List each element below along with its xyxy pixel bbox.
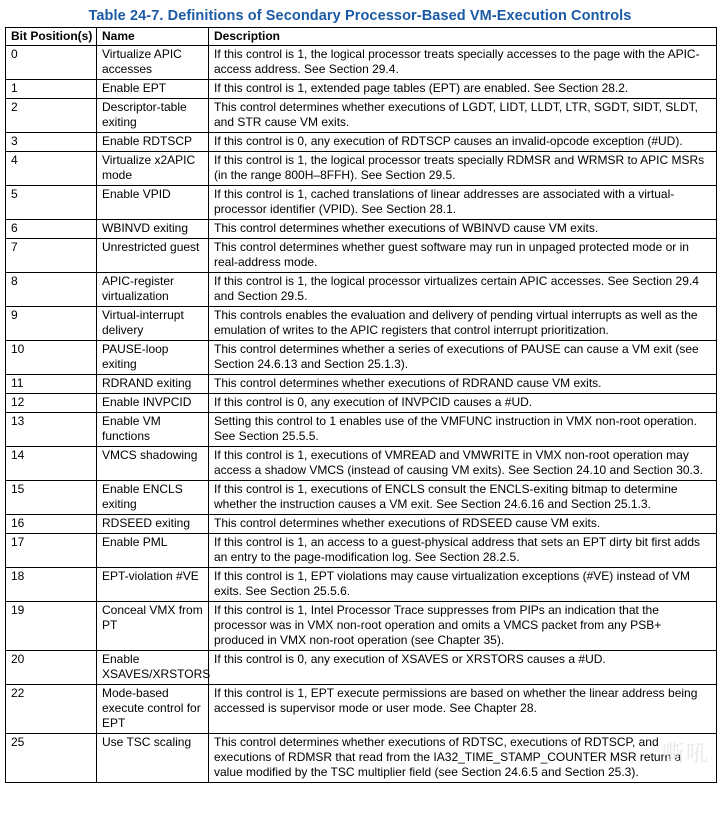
cell-bit-position: 4 [6,152,97,186]
header-description: Description [209,28,717,46]
cell-description: If this control is 1, an access to a guest-physical address that sets an EPT dirty bit first adds an entry to the page-modification log. See Section 28.2.5. [209,534,717,568]
cell-description: This control determines whether executions of RDTSC, executions of RDTSCP, and executions of RDMSR that read from the IA32_TIME_STAMP_COUNTER MSR return a value modified by the TSC multiplier field (see Section 24.6.5 and Section 25.3). [209,734,717,783]
cell-bit-position: 17 [6,534,97,568]
table-row [6,220,717,239]
table-row [6,239,717,273]
cell-name: Use TSC scaling [97,734,209,783]
table-row [6,734,717,783]
table-row [6,133,717,152]
cell-description: This control determines whether a series of executions of PAUSE can cause a VM exit (see Section 24.6.13 and Section 25.1.3). [209,341,717,375]
cell-name: VMCS shadowing [97,447,209,481]
cell-bit-position: 11 [6,375,97,394]
table-row [6,152,717,186]
cell-bit-position: 8 [6,273,97,307]
table-row [6,685,717,734]
cell-name: Enable XSAVES/XRSTORS [97,651,209,685]
table-header-row [6,28,717,46]
cell-name: APIC-register virtualization [97,273,209,307]
cell-description: If this control is 0, any execution of RDTSCP causes an invalid-opcode exception (#UD). [209,133,717,152]
watermark: 嘶吼 [661,741,710,766]
cell-description: This control determines whether executions of LGDT, LIDT, LLDT, LTR, SGDT, SIDT, SLDT, and STR cause VM exits. [209,99,717,133]
cell-bit-position: 1 [6,80,97,99]
table-row [6,568,717,602]
cell-description: Setting this control to 1 enables use of the VMFUNC instruction in VMX non-root operation. See Section 25.5.5. [209,413,717,447]
cell-name: Descriptor-table exiting [97,99,209,133]
cell-name: Virtualize x2APIC mode [97,152,209,186]
cell-description: If this control is 0, any execution of INVPCID causes a #UD. [209,394,717,413]
cell-name: Enable INVPCID [97,394,209,413]
cell-description: If this control is 1, the logical processor treats specially RDMSR and WRMSR to APIC MSRs (in the range 800H–8FFH). See Section 29.5. [209,152,717,186]
table-row [6,273,717,307]
cell-bit-position: 20 [6,651,97,685]
table-row [6,394,717,413]
cell-name: Mode-based execute control for EPT [97,685,209,734]
cell-bit-position: 7 [6,239,97,273]
table-row [6,481,717,515]
cell-bit-position: 13 [6,413,97,447]
table-row [6,186,717,220]
cell-description: If this control is 1, extended page tables (EPT) are enabled. See Section 28.2. [209,80,717,99]
cell-name: Enable VPID [97,186,209,220]
cell-bit-position: 16 [6,515,97,534]
cell-bit-position: 12 [6,394,97,413]
cell-name: Enable PML [97,534,209,568]
table-row [6,99,717,133]
cell-bit-position: 5 [6,186,97,220]
cell-description: This controls enables the evaluation and delivery of pending virtual interrupts as well as the emulation of writes to the APIC registers that control interrupt prioritization. [209,307,717,341]
cell-name: Conceal VMX from PT [97,602,209,651]
table-row [6,602,717,651]
cell-description: If this control is 0, any execution of XSAVES or XRSTORS causes a #UD. [209,651,717,685]
table-row [6,307,717,341]
cell-bit-position: 18 [6,568,97,602]
cell-bit-position: 10 [6,341,97,375]
cell-name: Unrestricted guest [97,239,209,273]
cell-name: Virtualize APIC accesses [97,46,209,80]
cell-name: Enable VM functions [97,413,209,447]
cell-name: Virtual-interrupt delivery [97,307,209,341]
cell-bit-position: 25 [6,734,97,783]
cell-description: This control determines whether executions of WBINVD cause VM exits. [209,220,717,239]
cell-description: If this control is 1, Intel Processor Trace suppresses from PIPs an indication that the processor was in VMX non-root operation and omits a VMCS packet from any PSB+ produced in VMX non-root operation (see Chapter 35). [209,602,717,651]
table-row [6,534,717,568]
header-bit-position: Bit Position(s) [6,28,97,46]
cell-description: This control determines whether guest software may run in unpaged protected mode or in real-address mode. [209,239,717,273]
cell-description: If this control is 1, the logical processor treats specially accesses to the page with the APIC-access address. See Section 29.4. [209,46,717,80]
table-row [6,341,717,375]
cell-bit-position: 2 [6,99,97,133]
cell-description: If this control is 1, executions of VMREAD and VMWRITE in VMX non-root operation may access a shadow VMCS (instead of causing VM exits). See Section 24.10 and Section 30.3. [209,447,717,481]
table-row [6,46,717,80]
table-row [6,375,717,394]
cell-name: Enable ENCLS exiting [97,481,209,515]
cell-description: This control determines whether executions of RDSEED cause VM exits. [209,515,717,534]
cell-description: If this control is 1, EPT violations may cause virtualization exceptions (#VE) instead of VM exits. See Section 25.5.6. [209,568,717,602]
cell-bit-position: 0 [6,46,97,80]
table-title: Table 24-7. Definitions of Secondary Processor-Based VM-Execution Controls [88,8,632,24]
cell-name: WBINVD exiting [97,220,209,239]
cell-bit-position: 14 [6,447,97,481]
table-row [6,413,717,447]
cell-name: Enable RDTSCP [97,133,209,152]
table-row [6,515,717,534]
cell-bit-position: 19 [6,602,97,651]
cell-description: If this control is 1, the logical processor virtualizes certain APIC accesses. See Section 29.4 and Section 29.5. [209,273,717,307]
cell-name: PAUSE-loop exiting [97,341,209,375]
table-body [6,46,717,783]
cell-bit-position: 6 [6,220,97,239]
cell-description: This control determines whether executions of RDRAND cause VM exits. [209,375,717,394]
cell-description: If this control is 1, cached translations of linear addresses are associated with a virtual-processor identifier (VPID). See Section 28.1. [209,186,717,220]
cell-bit-position: 3 [6,133,97,152]
cell-name: EPT-violation #VE [97,568,209,602]
table-row [6,80,717,99]
cell-bit-position: 22 [6,685,97,734]
cell-name: RDSEED exiting [97,515,209,534]
cell-description: If this control is 1, executions of ENCLS consult the ENCLS-exiting bitmap to determine whether the instruction causes a VM exit. See Section 24.6.16 and Section 25.1.3. [209,481,717,515]
cell-bit-position: 15 [6,481,97,515]
cell-name: RDRAND exiting [97,375,209,394]
header-name: Name [97,28,209,46]
cell-name: Enable EPT [97,80,209,99]
cell-bit-position: 9 [6,307,97,341]
table-row [6,447,717,481]
cell-description: If this control is 1, EPT execute permissions are based on whether the linear address being accessed is supervisor mode or user mode. See Chapter 28. [209,685,717,734]
vm-execution-controls-table [5,27,717,783]
table-row [6,651,717,685]
